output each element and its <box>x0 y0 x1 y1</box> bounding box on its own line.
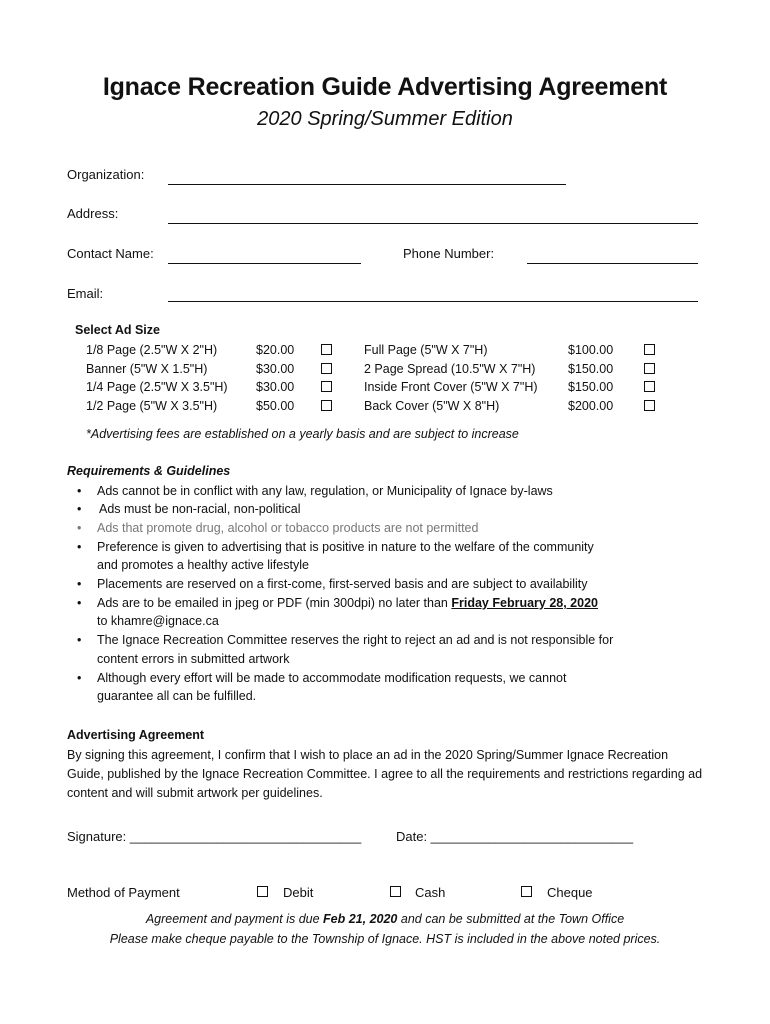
cheque-label: Cheque <box>547 885 593 900</box>
ad-option-checkbox[interactable] <box>644 363 655 374</box>
ad-option-name: Inside Front Cover (5"W X 7"H) <box>364 380 538 394</box>
email-field[interactable] <box>168 301 698 302</box>
requirement-item: Preference is given to advertising that is positive in nature to the welfare of the community <box>97 540 594 554</box>
ad-option-price: $30.00 <box>256 380 295 394</box>
requirement-item-continued: to khamre@ignace.ca <box>97 614 219 628</box>
phone-number-label: Phone Number: <box>403 246 495 261</box>
ad-option-name: 1/4 Page (2.5"W X 3.5"H) <box>86 380 228 394</box>
bullet-icon: • <box>77 577 82 591</box>
requirement-item: Although every effort will be made to accommodate modification requests, we cannot <box>97 671 567 685</box>
requirement-item-continued: guarantee all can be fulfilled. <box>97 689 257 703</box>
ad-option-price: $30.00 <box>256 362 295 376</box>
requirement-item-continued: and promotes a healthy active lifestyle <box>97 558 309 572</box>
requirement-item <box>97 596 598 610</box>
bullet-icon: • <box>77 671 82 685</box>
requirements-heading: Requirements & Guidelines <box>67 464 231 478</box>
ad-option-name: 1/8 Page (2.5"W X 2"H) <box>86 343 218 357</box>
bullet-icon: • <box>77 596 82 610</box>
ad-option-checkbox[interactable] <box>644 381 655 392</box>
ad-option-name: Full Page (5"W X 7"H) <box>364 343 488 357</box>
requirement-item-continued: content errors in submitted artwork <box>97 652 290 666</box>
cash-checkbox[interactable] <box>390 886 401 897</box>
ad-option-checkbox[interactable] <box>644 400 655 411</box>
organization-field[interactable] <box>168 184 566 185</box>
email-label: Email: <box>67 286 104 301</box>
ad-fee-note: *Advertising fees are established on a yearly basis and are subject to increase <box>86 427 519 441</box>
ad-option-name: 2 Page Spread (10.5"W X 7"H) <box>364 362 536 376</box>
page-subtitle: 2020 Spring/Summer Edition <box>257 108 513 130</box>
ad-option-price: $150.00 <box>568 362 614 376</box>
page-title: Ignace Recreation Guide Advertising Agreement <box>102 73 668 101</box>
ad-option-price: $200.00 <box>568 399 614 413</box>
contact-name-label: Contact Name: <box>67 246 154 261</box>
ad-option-price: $100.00 <box>568 343 614 357</box>
requirement-text: Ads are to be emailed in jpeg or PDF (min 300dpi) no later than <box>97 596 448 610</box>
ad-option-price: $20.00 <box>256 343 295 357</box>
payment-method-label: Method of Payment <box>67 885 180 900</box>
ad-option-checkbox[interactable] <box>321 381 332 392</box>
ad-option-name: 1/2 Page (5"W X 3.5"H) <box>86 399 218 413</box>
footer-cheque-note: Please make cheque payable to the Township of Ignace. HST is included in the above noted prices. <box>109 932 661 946</box>
address-label: Address: <box>67 206 119 221</box>
ad-option-price: $150.00 <box>568 380 614 394</box>
ad-option-checkbox[interactable] <box>321 344 332 355</box>
ad-option-checkbox[interactable] <box>321 400 332 411</box>
agreement-text: By signing this agreement, I confirm that I wish to place an ad in the 2020 Spring/Summer Ignace Recreation Guide, published by the Ignace Recreation Committee. I agree to all the requirements and restrictions regarding ad content and will submit artwork per guidelines. <box>67 748 703 800</box>
address-field[interactable] <box>168 223 698 224</box>
requirement-item: Placements are reserved on a first-come, first-served basis and are subject to availability <box>97 577 588 591</box>
bullet-icon: • <box>77 502 82 516</box>
ad-option-name: Banner (5"W X 1.5"H) <box>86 362 208 376</box>
footer-submit-text: and can be submitted at the Town Office <box>400 912 625 926</box>
contact-name-field[interactable] <box>168 263 361 264</box>
ad-option-checkbox[interactable] <box>644 344 655 355</box>
bullet-icon: • <box>77 521 82 535</box>
debit-checkbox[interactable] <box>257 886 268 897</box>
footer-due-text: Agreement and payment is due <box>145 912 320 926</box>
date-field[interactable]: Date: ____________________________ <box>396 829 634 844</box>
signature-field[interactable]: Signature: ________________________________ <box>67 829 362 844</box>
debit-label: Debit <box>283 885 314 900</box>
footer-due-date: Feb 21, 2020 <box>323 912 398 926</box>
requirement-item: Ads that promote drug, alcohol or tobacco products are not permitted <box>97 521 479 535</box>
requirement-item: Ads cannot be in conflict with any law, regulation, or Municipality of Ignace by-laws <box>97 484 553 498</box>
bullet-icon: • <box>77 540 82 554</box>
agreement-heading: Advertising Agreement <box>67 728 205 742</box>
bullet-icon: • <box>77 484 82 498</box>
requirement-item: Ads must be non-racial, non-political <box>99 502 301 516</box>
cash-label: Cash <box>415 885 446 900</box>
ad-size-heading: Select Ad Size <box>75 323 160 337</box>
ad-option-checkbox[interactable] <box>321 363 332 374</box>
ad-option-price: $50.00 <box>256 399 295 413</box>
phone-number-field[interactable] <box>527 263 698 264</box>
bullet-icon: • <box>77 633 82 647</box>
requirement-item: The Ignace Recreation Committee reserves the right to reject an ad and is not responsible for <box>97 633 614 647</box>
footer-due-line <box>0 912 770 926</box>
deadline-date: Friday February 28, 2020 <box>451 596 598 610</box>
organization-label: Organization: <box>67 167 145 182</box>
ad-option-name: Back Cover (5"W X 8"H) <box>364 399 500 413</box>
cheque-checkbox[interactable] <box>521 886 532 897</box>
